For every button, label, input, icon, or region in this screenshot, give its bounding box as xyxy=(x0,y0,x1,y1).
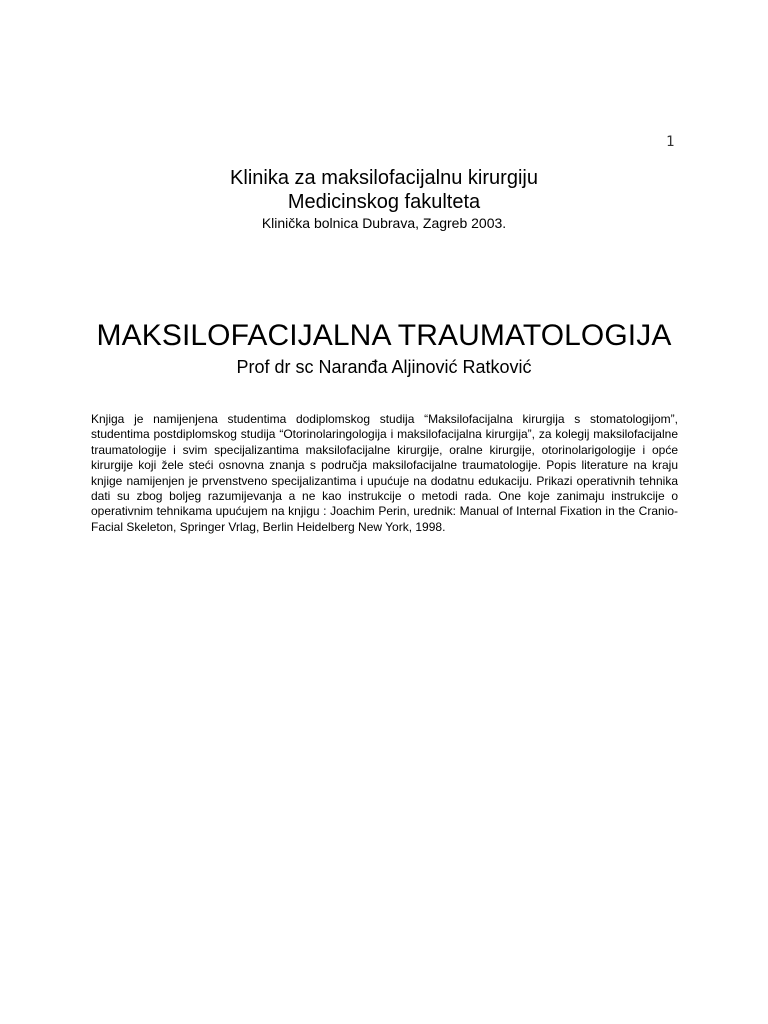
hospital-and-date: Klinička bolnica Dubrava, Zagreb 2003. xyxy=(261,215,507,231)
title-block xyxy=(0,318,768,378)
page-number: 1 xyxy=(666,134,675,150)
author-name: Prof dr sc Naranđa Aljinović Ratković xyxy=(236,357,532,377)
institution-name: Klinika za maksilofacijalnu kirurgiju xyxy=(230,167,538,189)
faculty-name: Medicinskog fakulteta xyxy=(287,191,481,213)
institution-header xyxy=(0,166,768,232)
document-title: MAKSILOFACIJALNA TRAUMATOLOGIJA xyxy=(96,319,672,352)
intro-paragraph: Knjiga je namijenjena studentima dodiplomskog studija “Maksilofacijalna kirurgija s stomatologijom”, studentima postdiplomskog studija “Otorinolaringologija i maksilofacijalna kirurgija”, za kolegij maksilofacijalne traumatologije i svim specijalizantima maksilofacijalne kirurgije, oralne kirurgije, otorinolarigologije i opće kirurgije koji žele steći osnovna znanja s područja maksilofacijalne traumatologije. Popis literature na kraju knjige namijenjen je prvenstveno specijalizantima i upućuje na dodatnu edukaciju. Prikazi operativnih tehnika dati su zbog boljeg razumijevanja a ne kao instrukcije o metodi rada. One koje zanimaju instrukcije o operativnim tehnikama upućujem na knjigu : Joachim Perin, urednik: Manual of Internal Fixation in the Cranio-Facial Skeleton, Springer Vrlag, Berlin Heidelberg New York, 1998. xyxy=(91,412,678,534)
